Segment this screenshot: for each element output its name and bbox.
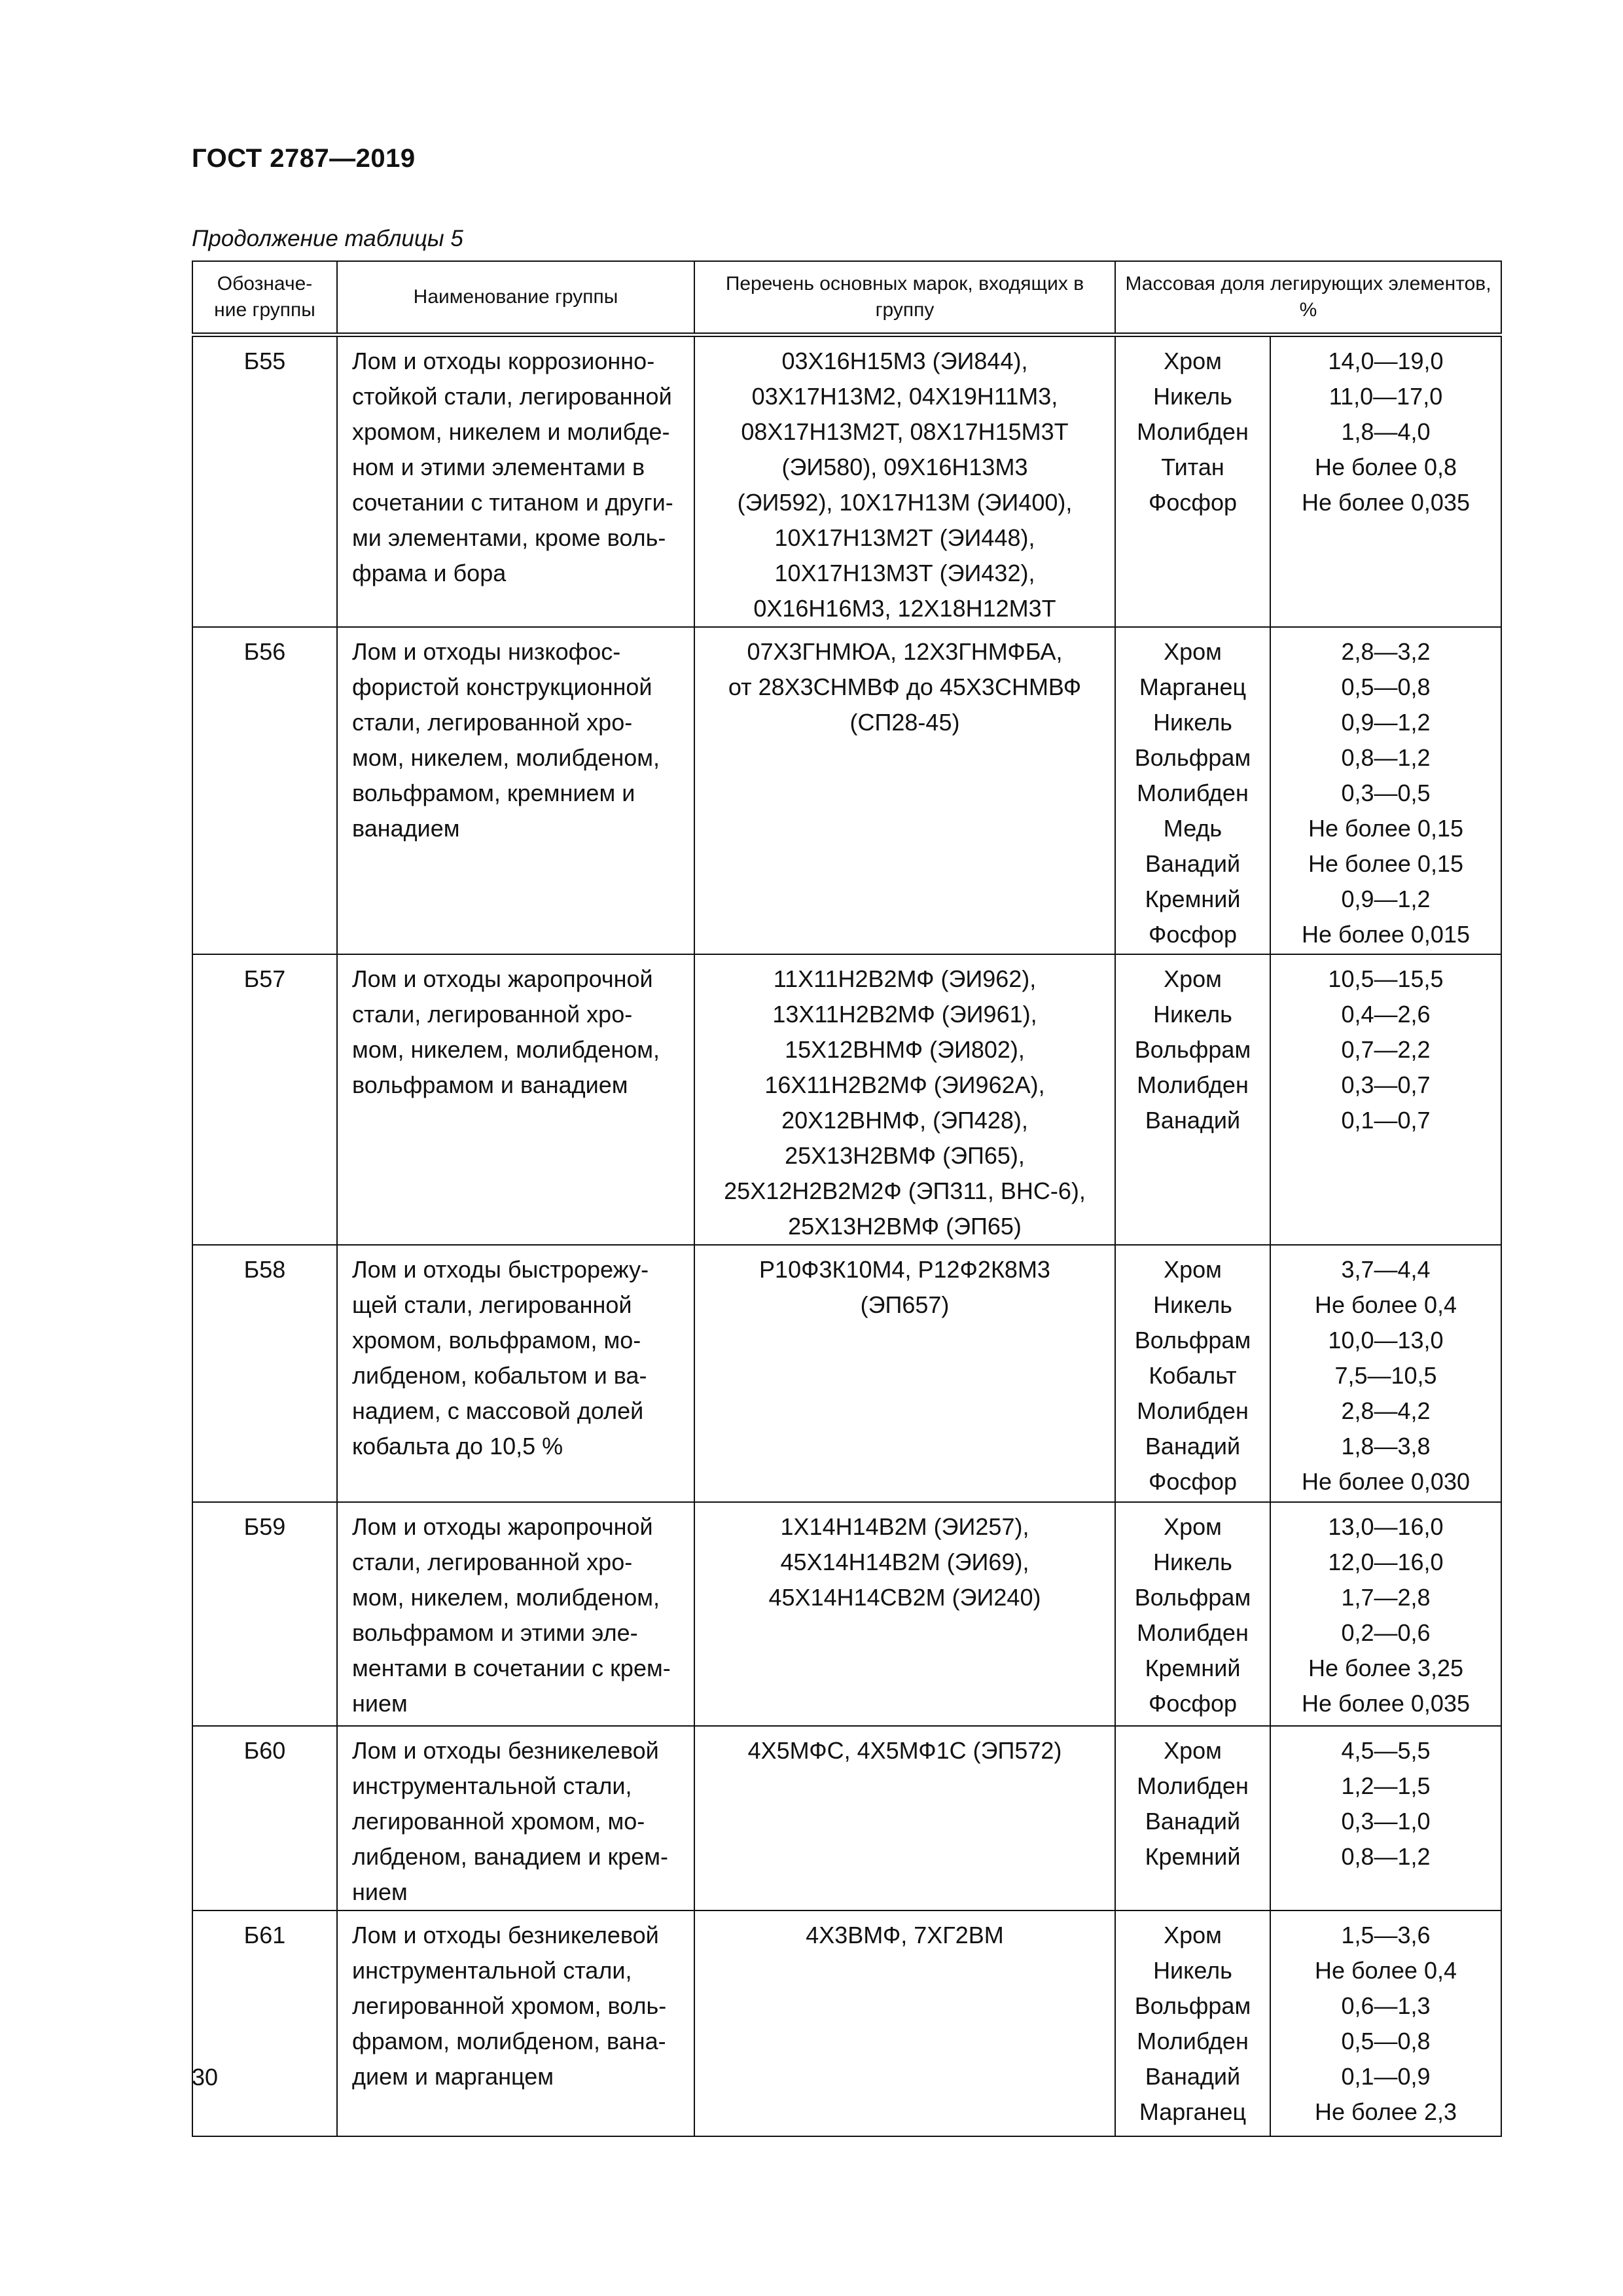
element-names <box>1115 1502 1270 1726</box>
element-name: Марганец <box>1139 2098 1247 2125</box>
element-name: Кремний <box>1145 886 1241 912</box>
group-name: Лом и отходы жаропрочной стали, легированной хро- мом, никелем, молибденом, вольфрамом и этими эле- ментами в сочетании с крем- нием <box>337 1502 694 1726</box>
element-value: Не более 0,4 <box>1315 1291 1457 1318</box>
element-value: 0,4—2,6 <box>1341 1001 1431 1028</box>
element-value: 2,8—4,2 <box>1341 1397 1431 1424</box>
element-name: Молибден <box>1137 2028 1249 2054</box>
element-names <box>1115 954 1270 1245</box>
group-code: Б59 <box>192 1502 337 1726</box>
element-value: 10,0—13,0 <box>1328 1327 1444 1354</box>
element-names <box>1115 1245 1270 1502</box>
table-header-row <box>192 261 1501 335</box>
group-grades: 4Х3ВМФ, 7ХГ2ВМ <box>694 1910 1115 2136</box>
element-value: 0,3—0,5 <box>1341 780 1431 806</box>
element-value: 1,2—1,5 <box>1341 1772 1431 1799</box>
element-value: Не более 0,4 <box>1315 1957 1457 1984</box>
document-header: ГОСТ 2787—2019 <box>192 144 416 173</box>
element-value: Не более 0,030 <box>1301 1468 1470 1495</box>
element-name: Фосфор <box>1148 489 1238 516</box>
element-value: 3,7—4,4 <box>1341 1256 1431 1283</box>
element-values <box>1270 627 1501 954</box>
table-caption: Продолжение таблицы 5 <box>192 226 463 251</box>
element-value: 10,5—15,5 <box>1328 965 1444 992</box>
group-name: Лом и отходы жаропрочной стали, легированной хро- мом, никелем, молибденом, вольфрамом и ванадием <box>337 954 694 1245</box>
group-grades: 11Х11Н2В2МФ (ЭИ962), 13Х11Н2В2МФ (ЭИ961), 15Х12ВНМФ (ЭИ802), 16Х11Н2В2МФ (ЭИ962А), 20Х12ВНМФ, (ЭП428), 25Х13Н2ВМФ (ЭП65), 25Х12Н2В2М2Ф (ЭП311, ВНС-6), 25Х13Н2ВМФ (ЭП65) <box>694 954 1115 1245</box>
element-name: Ванадий <box>1145 1808 1241 1835</box>
element-value: 0,1—0,9 <box>1341 2063 1431 2090</box>
element-name: Фосфор <box>1148 921 1238 948</box>
element-name: Молибден <box>1137 1071 1249 1098</box>
element-name: Хром <box>1164 1256 1222 1283</box>
element-value: Не более 0,15 <box>1308 815 1463 842</box>
element-value: Не более 0,015 <box>1301 921 1470 948</box>
header-group-code: Обозначе- ние группы <box>192 261 337 335</box>
element-name: Хром <box>1164 638 1222 665</box>
element-value: Не более 0,15 <box>1308 850 1463 877</box>
element-name: Никель <box>1153 709 1232 736</box>
element-value: 1,5—3,6 <box>1341 1922 1431 1948</box>
group-name: Лом и отходы быстрорежу- щей стали, легированной хромом, вольфрамом, мо- либденом, кобальтом и ва- надием, с массовой долей кобальта до 10,5 % <box>337 1245 694 1502</box>
element-value: 0,9—1,2 <box>1341 886 1431 912</box>
element-name: Хром <box>1164 348 1222 374</box>
element-name: Вольфрам <box>1134 1992 1251 2019</box>
element-value: 0,3—0,7 <box>1341 1071 1431 1098</box>
element-name: Вольфрам <box>1134 1584 1251 1611</box>
table-row <box>192 1502 1501 1726</box>
element-values <box>1270 1910 1501 2136</box>
element-value: Не более 0,035 <box>1301 489 1470 516</box>
element-values <box>1270 1502 1501 1726</box>
element-name: Ванадий <box>1145 850 1241 877</box>
table-row <box>192 627 1501 954</box>
group-grades: Р10Ф3К10М4, Р12Ф2К8М3 (ЭП657) <box>694 1245 1115 1502</box>
group-code: Б55 <box>192 335 337 628</box>
element-name: Титан <box>1161 454 1224 480</box>
element-name: Кремний <box>1145 1843 1241 1870</box>
group-name: Лом и отходы низкофос- фористой конструкционной стали, легированной хро- мом, никелем, молибденом, вольфрамом, кремнием и ванадием <box>337 627 694 954</box>
element-value: 0,7—2,2 <box>1341 1036 1431 1063</box>
element-value: 1,7—2,8 <box>1341 1584 1431 1611</box>
element-values <box>1270 335 1501 628</box>
group-code: Б58 <box>192 1245 337 1502</box>
element-name: Никель <box>1153 1291 1232 1318</box>
group-name: Лом и отходы безникелевой инструментальной стали, легированной хромом, воль- фрамом, молибденом, вана- дием и марганцем <box>337 1910 694 2136</box>
element-value: 4,5—5,5 <box>1341 1737 1431 1764</box>
element-name: Молибден <box>1137 418 1249 445</box>
group-grades: 03Х16Н15М3 (ЭИ844), 03Х17Н13М2, 04Х19Н11М3, 08Х17Н13М2Т, 08Х17Н15М3Т (ЭИ580), 09Х16Н13М3 (ЭИ592), 10Х17Н13М (ЭИ400), 10Х17Н13М2Т (ЭИ448), 10Х17Н13М3Т (ЭИ432), 0Х16Н16М3, 12Х18Н12М3Т <box>694 335 1115 628</box>
element-name: Медь <box>1163 815 1222 842</box>
group-name: Лом и отходы безникелевой инструментальной стали, легированной хромом, мо- либденом, ванадием и крем- нием <box>337 1726 694 1910</box>
element-name: Фосфор <box>1148 1690 1238 1717</box>
element-value: 0,8—1,2 <box>1341 744 1431 771</box>
table-row <box>192 1726 1501 1910</box>
element-names <box>1115 627 1270 954</box>
element-value: 13,0—16,0 <box>1328 1513 1444 1540</box>
element-name: Фосфор <box>1148 1468 1238 1495</box>
element-name: Хром <box>1164 1737 1222 1764</box>
element-name: Хром <box>1164 965 1222 992</box>
alloy-groups-table <box>192 260 1502 2137</box>
element-value: 0,9—1,2 <box>1341 709 1431 736</box>
element-value: 2,8—3,2 <box>1341 638 1431 665</box>
element-name: Ванадий <box>1145 2063 1241 2090</box>
element-names <box>1115 1726 1270 1910</box>
element-values <box>1270 1726 1501 1910</box>
element-name: Вольфрам <box>1134 1327 1251 1354</box>
page-number: 30 <box>192 2064 219 2090</box>
element-value: Не более 3,25 <box>1308 1655 1463 1681</box>
element-value: 11,0—17,0 <box>1329 383 1443 410</box>
element-names <box>1115 1910 1270 2136</box>
element-value: 0,2—0,6 <box>1341 1619 1431 1646</box>
element-name: Хром <box>1164 1513 1222 1540</box>
table-row <box>192 954 1501 1245</box>
element-name: Никель <box>1153 383 1232 410</box>
element-values <box>1270 1245 1501 1502</box>
group-grades: 4Х5МФС, 4Х5МФ1С (ЭП572) <box>694 1726 1115 1910</box>
element-name: Молибден <box>1137 1397 1249 1424</box>
element-names <box>1115 335 1270 628</box>
element-name: Ванадий <box>1145 1433 1241 1460</box>
element-name: Вольфрам <box>1134 744 1251 771</box>
group-code: Б60 <box>192 1726 337 1910</box>
group-grades: 07Х3ГНМЮА, 12Х3ГНМФБА, от 28Х3СНМВФ до 45Х3СНМВФ (СП28-45) <box>694 627 1115 954</box>
element-value: 0,6—1,3 <box>1341 1992 1431 2019</box>
element-name: Молибден <box>1137 780 1249 806</box>
element-name: Вольфрам <box>1134 1036 1251 1063</box>
group-grades: 1Х14Н14В2М (ЭИ257), 45Х14Н14В2М (ЭИ69), 45Х14Н14СВ2М (ЭИ240) <box>694 1502 1115 1726</box>
element-name: Кобальт <box>1149 1362 1237 1389</box>
element-name: Никель <box>1153 1957 1232 1984</box>
element-name: Молибден <box>1137 1772 1249 1799</box>
element-value: Не более 2,3 <box>1315 2098 1457 2125</box>
element-value: 1,8—3,8 <box>1341 1433 1431 1460</box>
table-row <box>192 1910 1501 2136</box>
header-grades: Перечень основных марок, входящих в группу <box>694 261 1115 335</box>
group-code: Б56 <box>192 627 337 954</box>
header-group-name: Наименование группы <box>337 261 694 335</box>
element-name: Хром <box>1164 1922 1222 1948</box>
element-name: Ванадий <box>1145 1107 1241 1134</box>
group-code: Б57 <box>192 954 337 1245</box>
group-code: Б61 <box>192 1910 337 2136</box>
table-row <box>192 335 1501 628</box>
element-name: Никель <box>1153 1001 1232 1028</box>
element-value: 14,0—19,0 <box>1328 348 1444 374</box>
element-value: 0,5—0,8 <box>1341 673 1431 700</box>
element-value: Не более 0,8 <box>1315 454 1457 480</box>
header-mass-fraction: Массовая доля легирующих элементов, % <box>1115 261 1501 335</box>
element-value: 1,8—4,0 <box>1341 418 1431 445</box>
element-value: Не более 0,035 <box>1301 1690 1470 1717</box>
element-value: 12,0—16,0 <box>1328 1549 1444 1575</box>
element-value: 7,5—10,5 <box>1334 1362 1437 1389</box>
element-value: 0,8—1,2 <box>1341 1843 1431 1870</box>
element-name: Молибден <box>1137 1619 1249 1646</box>
table-row <box>192 1245 1501 1502</box>
element-value: 0,3—1,0 <box>1341 1808 1431 1835</box>
element-value: 0,1—0,7 <box>1341 1107 1431 1134</box>
element-value: 0,5—0,8 <box>1341 2028 1431 2054</box>
element-name: Никель <box>1153 1549 1232 1575</box>
group-name: Лом и отходы коррозионно- стойкой стали, легированной хромом, никелем и молибде- ном и этими элементами в сочетании с титаном и други- ми элементами, кроме воль- фрама и бора <box>337 335 694 628</box>
element-values <box>1270 954 1501 1245</box>
element-name: Кремний <box>1145 1655 1241 1681</box>
element-name: Марганец <box>1139 673 1247 700</box>
